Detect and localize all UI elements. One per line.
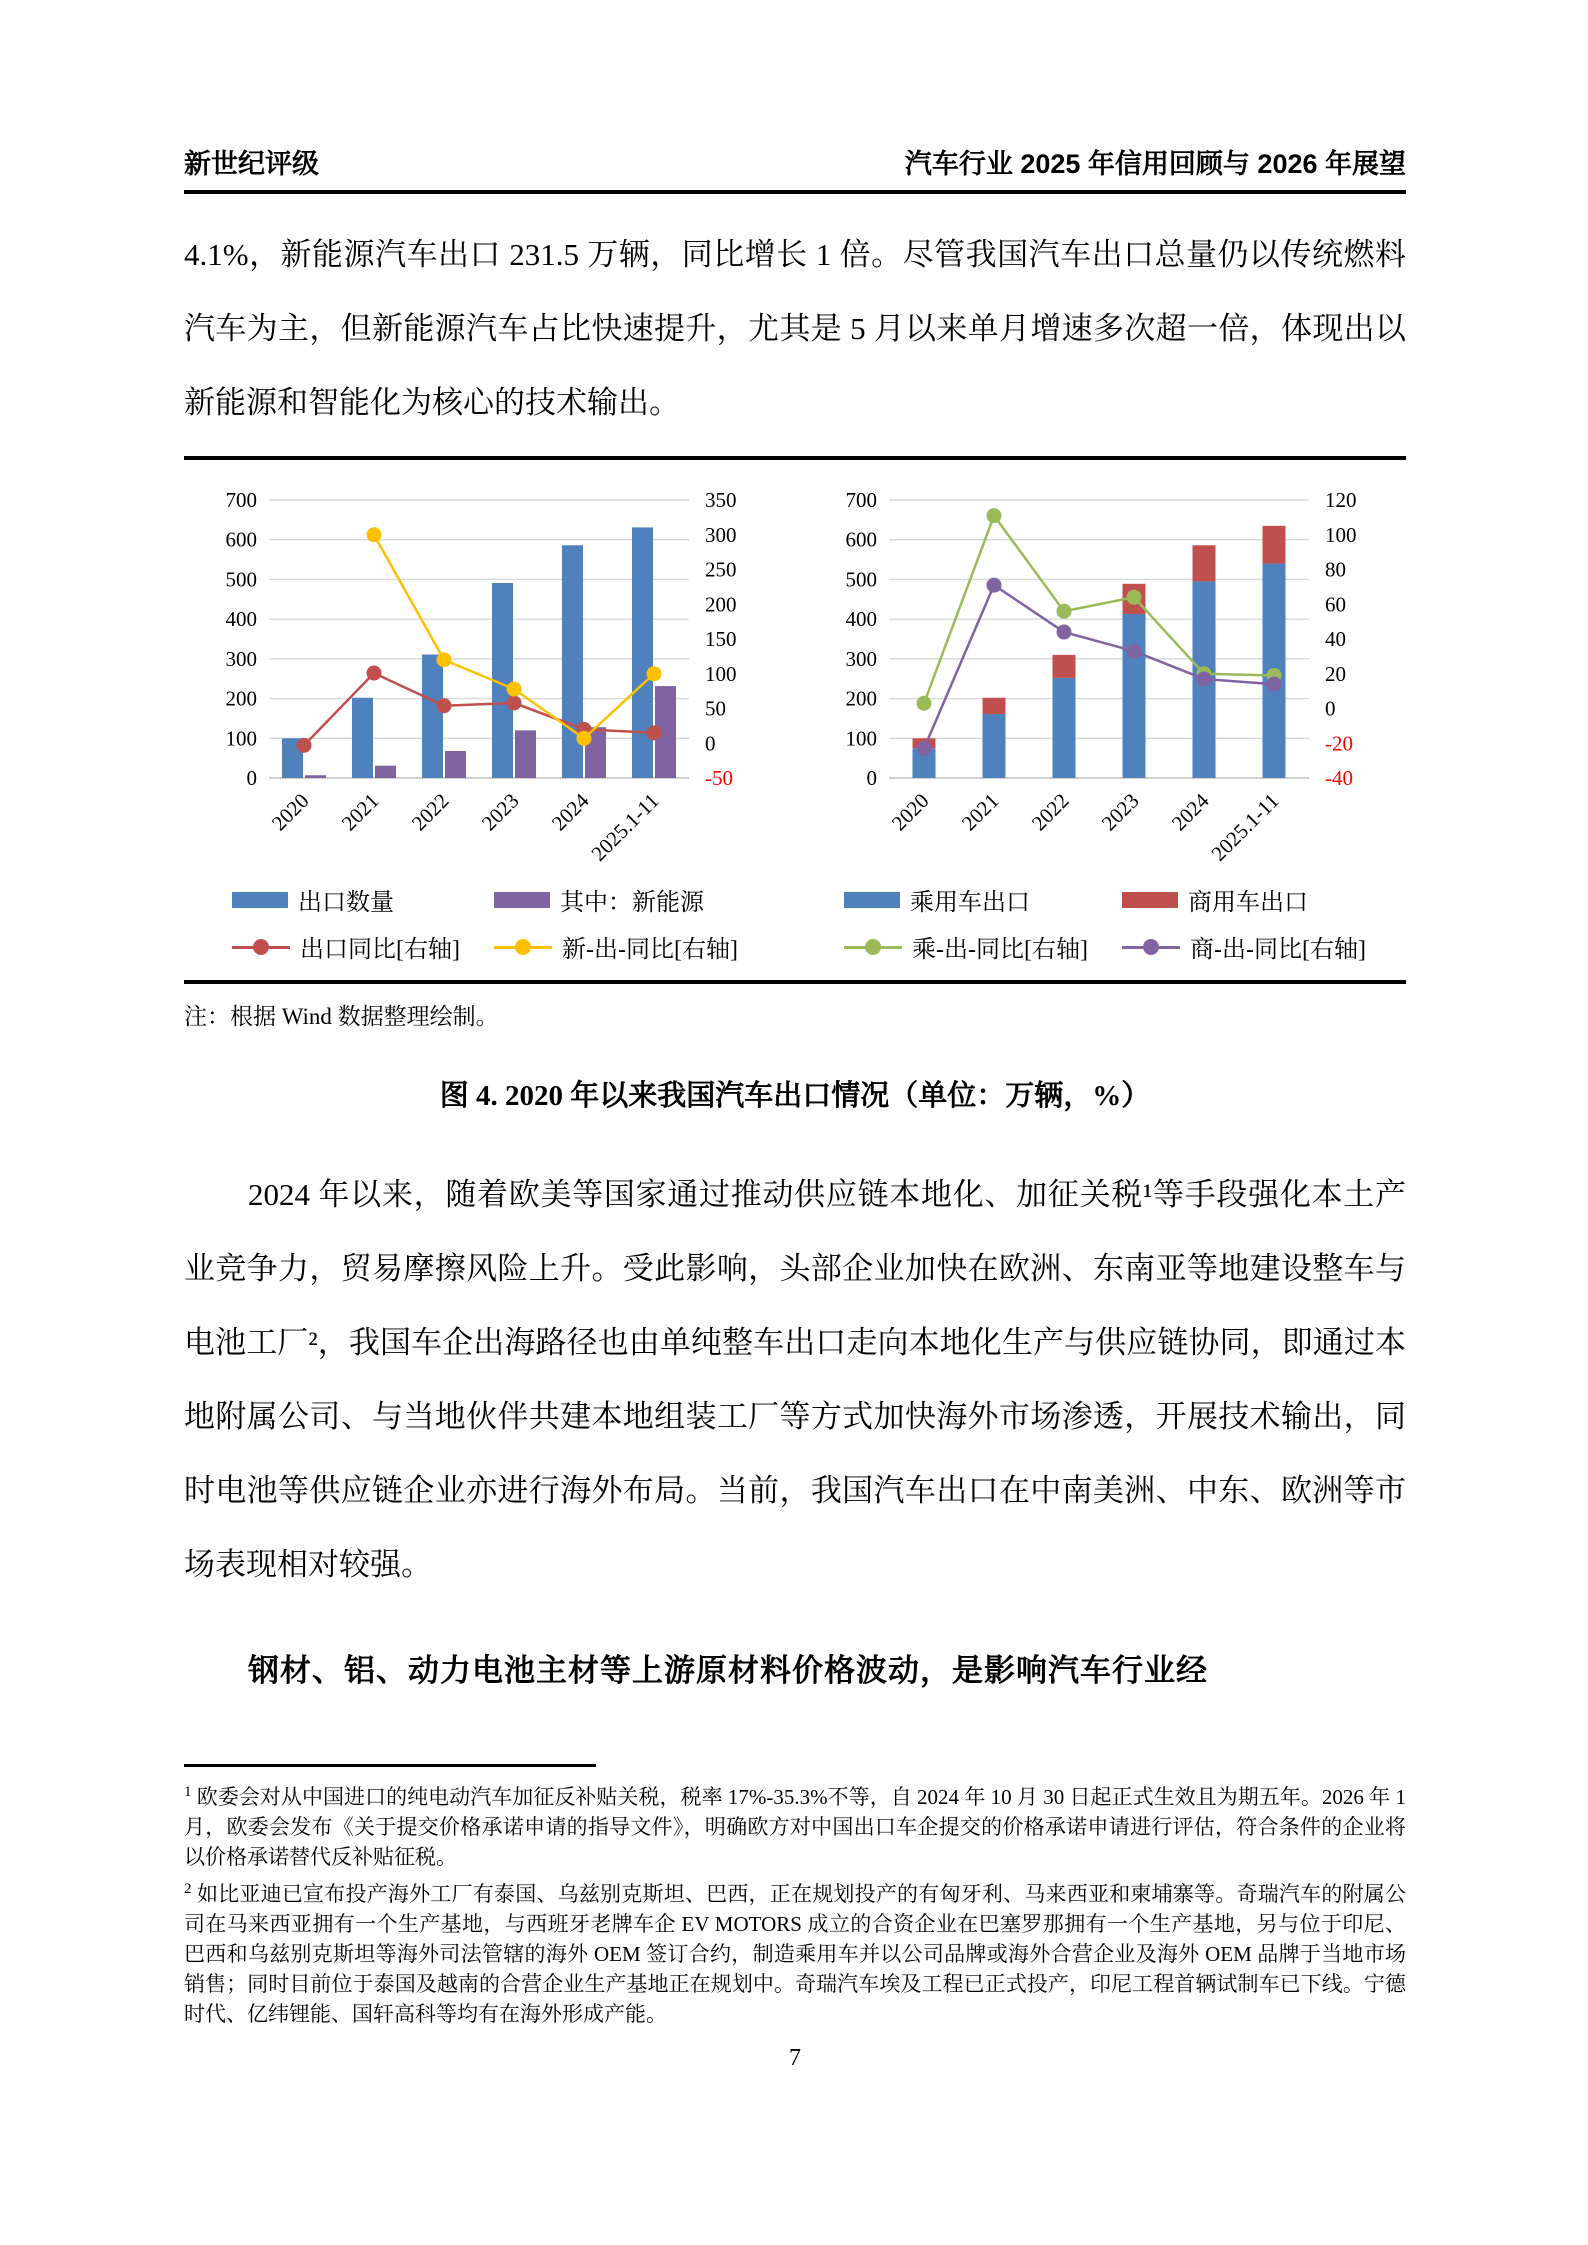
legend-item	[494, 882, 738, 917]
svg-text:200: 200	[704, 592, 736, 617]
svg-text:600: 600	[225, 528, 257, 553]
legend-item	[844, 882, 1088, 917]
svg-text:80: 80	[1324, 557, 1346, 582]
legend-label: 乘用车出口	[910, 890, 1031, 917]
svg-text:300: 300	[704, 523, 736, 548]
legend-line-swatch	[844, 938, 902, 956]
svg-text:100: 100	[845, 726, 877, 751]
svg-text:2024: 2024	[546, 788, 594, 836]
footnote-divider	[184, 1764, 596, 1767]
svg-text:50: 50	[704, 696, 726, 721]
paragraph-overseas-strategy: 2024 年以来，随着欧美等国家通过推动供应链本地化、加征关税¹等手段强化本土产业竞争力，贸易摩擦风险上升。受此影响，头部企业加快在欧洲、东南亚等地建设整车与电池工厂²，我国车企出海路径也由单纯整车出口走向本地化生产与供应链协同，即通过本地附属公司、与当地伙伴共建本地组装工厂等方式加快海外市场渗透，开展技术输出，同时电池等供应链企业亦进行海外布局。当前，我国汽车出口在中南美洲、中东、欧洲等市场表现相对较强。	[184, 1177, 1406, 1583]
legend-bar-swatch	[232, 892, 288, 908]
legend-label: 商用车出口	[1188, 890, 1308, 917]
paragraph-export-overview: 4.1%，新能源汽车出口 231.5 万辆，同比增长 1 倍。尽管我国汽车出口总量仍以传统燃料汽车为主，但新能源汽车占比快速提升，尤其是 5 月以来单月增速多次超一倍，体现出以新能源和智能化为核心的技术输出。	[184, 237, 1406, 421]
svg-text:150: 150	[704, 627, 736, 652]
export-volume-chart-column	[188, 486, 782, 964]
svg-text:300: 300	[225, 647, 257, 672]
svg-text:2020: 2020	[266, 788, 314, 836]
report-brand: 新世纪评级	[184, 149, 319, 179]
svg-text:-50: -50	[704, 766, 733, 791]
footnote-1	[184, 1777, 1406, 1872]
vehicle-type-export-chart-column	[808, 486, 1402, 964]
legend-line-swatch	[232, 938, 290, 956]
svg-text:250: 250	[704, 557, 736, 582]
legend-item	[844, 929, 1088, 964]
svg-text:200: 200	[225, 686, 257, 711]
legend-item	[1122, 929, 1366, 964]
svg-text:2023: 2023	[476, 788, 524, 836]
page-number: 7	[789, 2045, 801, 2072]
svg-text:2022: 2022	[1026, 788, 1074, 836]
svg-text:40: 40	[1324, 627, 1346, 652]
legend-item	[494, 929, 738, 964]
legend-bar-swatch	[494, 892, 550, 908]
svg-text:2021: 2021	[956, 788, 1004, 836]
svg-text:60: 60	[1324, 592, 1346, 617]
legend-label: 新-出-同比[右轴]	[562, 937, 738, 964]
legend-item	[232, 882, 460, 917]
legend-label: 其中：新能源	[560, 890, 704, 917]
svg-text:2021: 2021	[336, 788, 384, 836]
legend-label: 出口同比[右轴]	[300, 937, 460, 964]
svg-text:0: 0	[704, 731, 715, 756]
legend-label: 商-出-同比[右轴]	[1190, 937, 1366, 964]
legend-item	[232, 929, 460, 964]
svg-text:700: 700	[225, 488, 257, 513]
svg-text:100: 100	[704, 662, 736, 687]
paragraph-raw-material-bold: 钢材、铝、动力电池主材等上游原材料价格波动，是影响汽车行业经	[248, 1653, 1208, 1689]
legend-label: 乘-出-同比[右轴]	[912, 937, 1088, 964]
figure-source-note: 注：根据 Wind 数据整理绘制。	[184, 1004, 499, 1030]
svg-text:0: 0	[866, 766, 877, 791]
page-header	[184, 148, 1406, 194]
svg-text:300: 300	[845, 647, 877, 672]
svg-text:2022: 2022	[406, 788, 454, 836]
svg-text:100: 100	[225, 726, 257, 751]
footnote-2-text: 如比亚迪已宣布投产海外工厂有泰国、乌兹别克斯坦、巴西，正在规划投产的有匈牙利、马来西亚和柬埔寨等。奇瑞汽车的附属公司在马来西亚拥有一个生产基地，与西班牙老牌车企 EV MOTORS 成立的合资企业在巴塞罗那拥有一个生产基地，另与位于印尼、巴西和乌兹别克斯坦等海外司法管辖的海外 OEM 签订合约，制造乘用车并以公司品牌或海外合营企业及海外 OEM 品牌于当地市场销售；同时目前位于泰国及越南的合营企业生产基地正在规划中。奇瑞汽车埃及工程已正式投产，印尼工程首辆试制车已下线。宁德时代、亿纬锂能、国轩高科等均有在海外形成产能。	[184, 1882, 1406, 2027]
footnote-2	[184, 1874, 1406, 2029]
svg-text:350: 350	[704, 488, 736, 513]
svg-text:600: 600	[845, 528, 877, 553]
legend-line-swatch	[494, 938, 552, 956]
legend-bar-swatch	[1122, 892, 1178, 908]
vehicle-type-export-chart	[813, 486, 1398, 878]
svg-text:500: 500	[225, 567, 257, 592]
report-title: 汽车行业 2025 年信用回顾与 2026 年展望	[904, 149, 1406, 179]
legend-label: 出口数量	[298, 890, 395, 917]
svg-text:-20: -20	[1324, 731, 1353, 756]
svg-text:700: 700	[845, 488, 877, 513]
svg-text:2025.1-11: 2025.1-11	[1205, 788, 1284, 867]
svg-text:200: 200	[845, 686, 877, 711]
svg-text:100: 100	[1324, 523, 1356, 548]
svg-text:0: 0	[1324, 696, 1335, 721]
footnote-1-marker: 1	[184, 1784, 192, 1801]
svg-text:400: 400	[225, 607, 257, 632]
legend-line-swatch	[1122, 938, 1180, 956]
footnote-2-marker: 2	[184, 1881, 192, 1898]
svg-text:2025.1-11: 2025.1-11	[585, 788, 664, 867]
figure-4-charts	[184, 456, 1406, 984]
legend-bar-swatch	[844, 892, 900, 908]
svg-text:2023: 2023	[1096, 788, 1144, 836]
figure-caption: 图 4. 2020 年以来我国汽车出口情况（单位：万辆，%）	[439, 1080, 1151, 1113]
svg-text:2020: 2020	[886, 788, 934, 836]
svg-text:500: 500	[845, 567, 877, 592]
svg-text:0: 0	[246, 766, 257, 791]
svg-text:2024: 2024	[1166, 788, 1214, 836]
svg-text:120: 120	[1324, 488, 1356, 513]
legend-item	[1122, 882, 1366, 917]
footnote-1-text: 欧委会对从中国进口的纯电动汽车加征反补贴关税，税率 17%-35.3%不等，自 2024 年 10 月 30 日起正式生效且为期五年。2026 年 1 月，欧委会发布《关于提交价格承诺申请的指导文件》，明确欧方对中国出口车企提交的价格承诺申请进行评估，符合条件的企业将以价格承诺替代反补贴征税。	[184, 1785, 1407, 1870]
svg-text:400: 400	[845, 607, 877, 632]
export-volume-chart	[193, 486, 778, 878]
vehicle-type-export-chart-legend	[844, 882, 1366, 964]
svg-text:20: 20	[1324, 662, 1346, 687]
svg-text:-40: -40	[1324, 766, 1353, 791]
export-volume-chart-legend	[232, 882, 738, 964]
